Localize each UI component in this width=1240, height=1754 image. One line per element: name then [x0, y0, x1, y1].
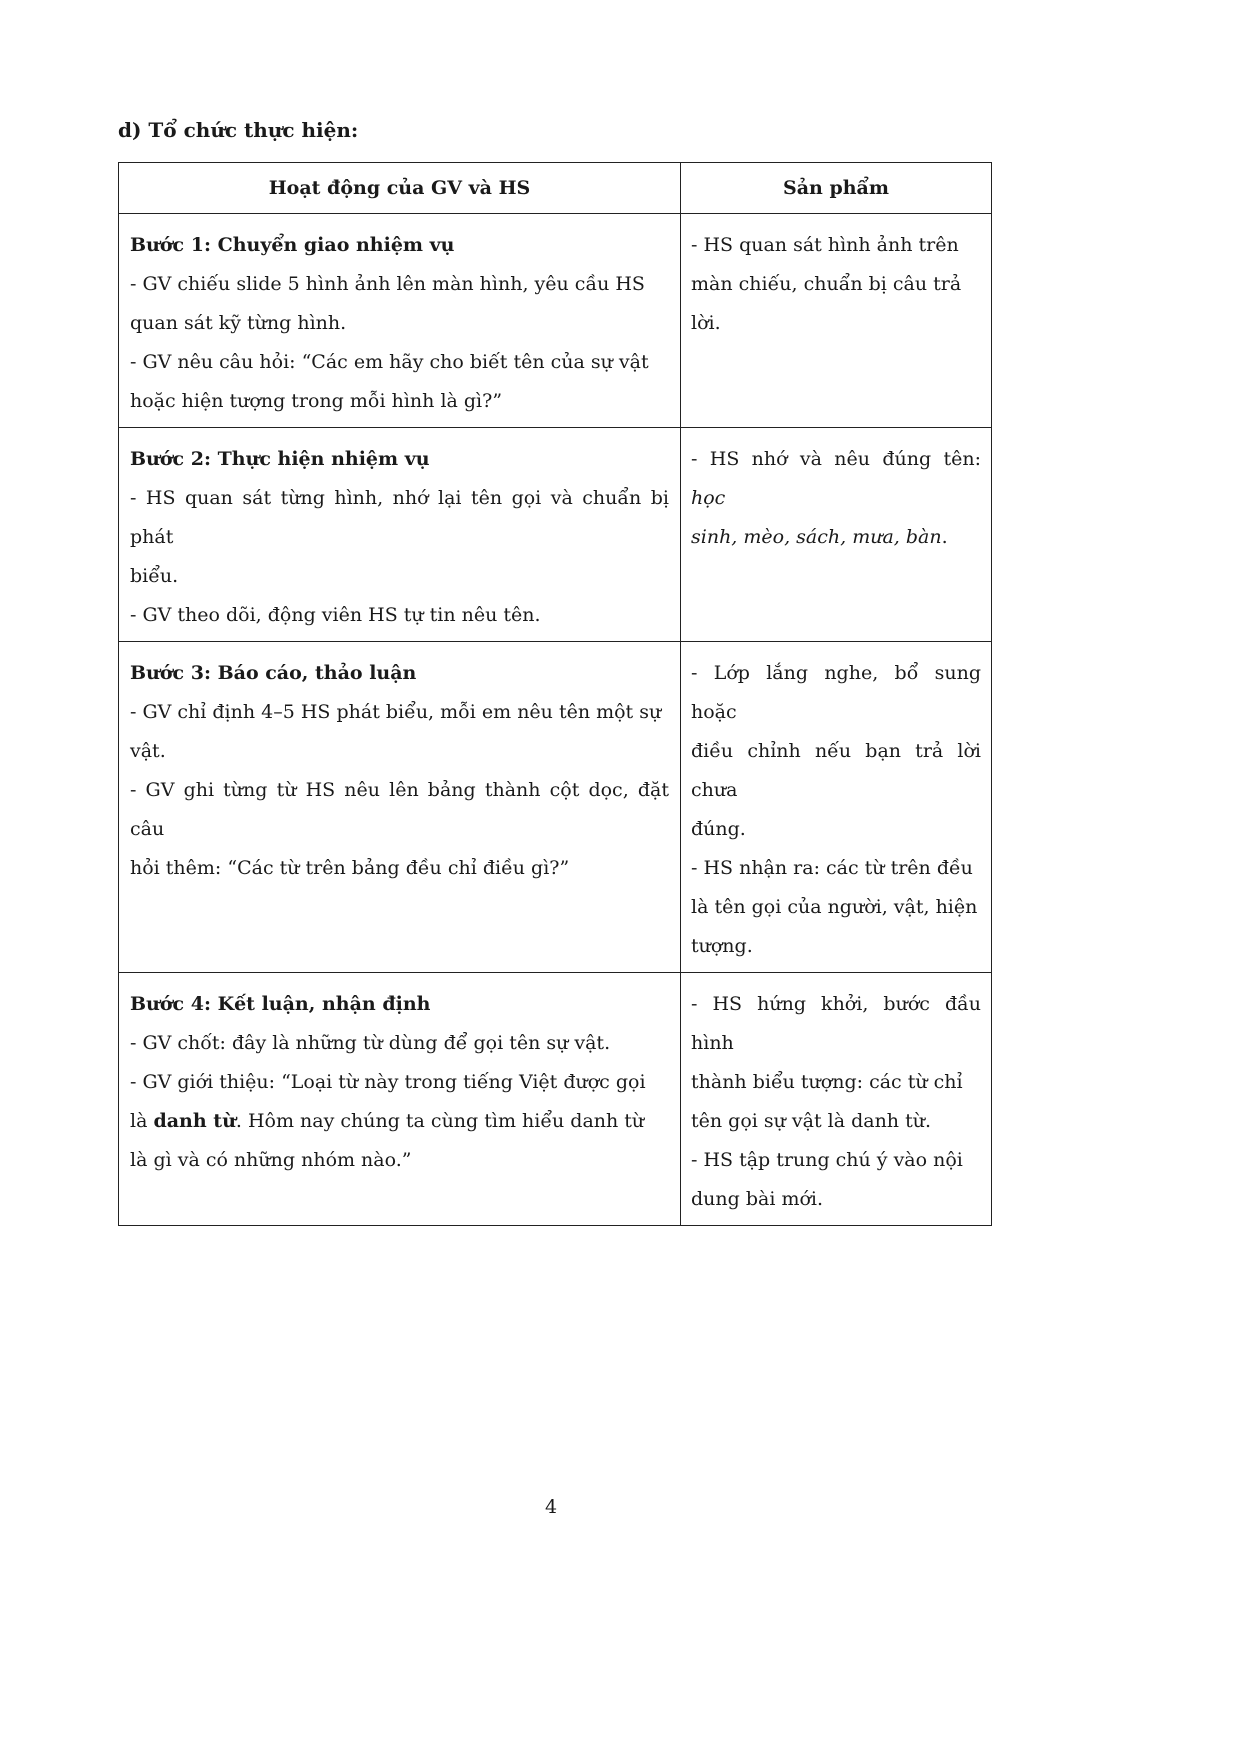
product-text: . [941, 526, 948, 548]
product-line: - Lớp lắng nghe, bổ sung hoặc [691, 662, 981, 723]
activity-text: . Hôm nay chúng ta cùng tìm hiểu danh từ [235, 1110, 645, 1132]
activity-line: quan sát kỹ từng hình. [130, 312, 347, 334]
product-line: dung bài mới. [691, 1188, 824, 1210]
step-title: Bước 3: Báo cáo, thảo luận [130, 662, 417, 684]
activity-line: - GV giới thiệu: “Loại từ này trong tiếng Việt được gọi [130, 1071, 646, 1093]
section-heading: d) Tổ chức thực hiện: [118, 118, 359, 142]
activity-cell [119, 973, 681, 1226]
activity-line: hỏi thêm: “Các từ trên bảng đều chỉ điều gì?” [130, 857, 570, 879]
activity-line: biểu. [130, 565, 179, 587]
product-cell [681, 973, 992, 1226]
product-line: tượng. [691, 935, 753, 957]
step-title: Bước 4: Kết luận, nhận định [130, 993, 431, 1015]
activity-line [130, 1102, 669, 1141]
product-cell [681, 214, 992, 428]
page-number: 4 [544, 1496, 558, 1518]
product-line: thành biểu tượng: các từ chỉ [691, 1071, 963, 1093]
product-line: điều chỉnh nếu bạn trả lời chưa [691, 740, 981, 801]
activity-line: - GV ghi từng từ HS nêu lên bảng thành cột dọc, đặt câu [130, 779, 669, 840]
product-line: lời. [691, 312, 721, 334]
product-line: - HS quan sát hình ảnh trên [691, 234, 959, 256]
product-text: - HS nhớ và nêu đúng tên: [691, 448, 981, 470]
product-line: là tên gọi của người, vật, hiện [691, 896, 978, 918]
table-header-row [119, 163, 992, 214]
step-title: Bước 2: Thực hiện nhiệm vụ [130, 448, 430, 470]
activity-line: hoặc hiện tượng trong mỗi hình là gì?” [130, 390, 503, 412]
activity-line: là gì và có những nhóm nào.” [130, 1149, 412, 1171]
product-cell [681, 642, 992, 973]
table-row [119, 973, 992, 1226]
activity-line: vật. [130, 740, 166, 762]
activity-line: - GV theo dõi, động viên HS tự tin nêu tên. [130, 604, 541, 626]
product-line: màn chiếu, chuẩn bị câu trả [691, 273, 962, 295]
product-italic-text: học [691, 487, 726, 509]
product-line [691, 440, 981, 518]
product-line: tên gọi sự vật là danh từ. [691, 1110, 931, 1132]
table-row [119, 428, 992, 642]
header-activity: Hoạt động của GV và HS [119, 163, 681, 214]
header-product: Sản phẩm [681, 163, 992, 214]
table-row [119, 214, 992, 428]
activity-cell [119, 428, 681, 642]
activity-line: - GV chốt: đây là những từ dùng để gọi tên sự vật. [130, 1032, 611, 1054]
product-line: đúng. [691, 818, 746, 840]
activity-cell [119, 214, 681, 428]
activity-cell [119, 642, 681, 973]
product-line: - HS hứng khởi, bước đầu hình [691, 993, 981, 1054]
keyword-danh-tu: danh từ [153, 1110, 236, 1132]
step-title: Bước 1: Chuyển giao nhiệm vụ [130, 234, 455, 256]
activity-line: - GV chỉ định 4–5 HS phát biểu, mỗi em nêu tên một sự [130, 701, 662, 723]
product-line: - HS tập trung chú ý vào nội [691, 1149, 963, 1171]
activity-line: - GV chiếu slide 5 hình ảnh lên màn hình, yêu cầu HS [130, 273, 645, 295]
product-italic-text: sinh, mèo, sách, mưa, bàn [691, 526, 942, 548]
activity-line: - GV nêu câu hỏi: “Các em hãy cho biết tên của sự vật [130, 351, 649, 373]
product-cell [681, 428, 992, 642]
table-row [119, 642, 992, 973]
activity-text: là [130, 1110, 154, 1132]
activity-line: - HS quan sát từng hình, nhớ lại tên gọi và chuẩn bị phát [130, 487, 669, 548]
product-line [691, 518, 981, 557]
product-line: - HS nhận ra: các từ trên đều [691, 857, 973, 879]
activity-table [118, 162, 992, 1226]
